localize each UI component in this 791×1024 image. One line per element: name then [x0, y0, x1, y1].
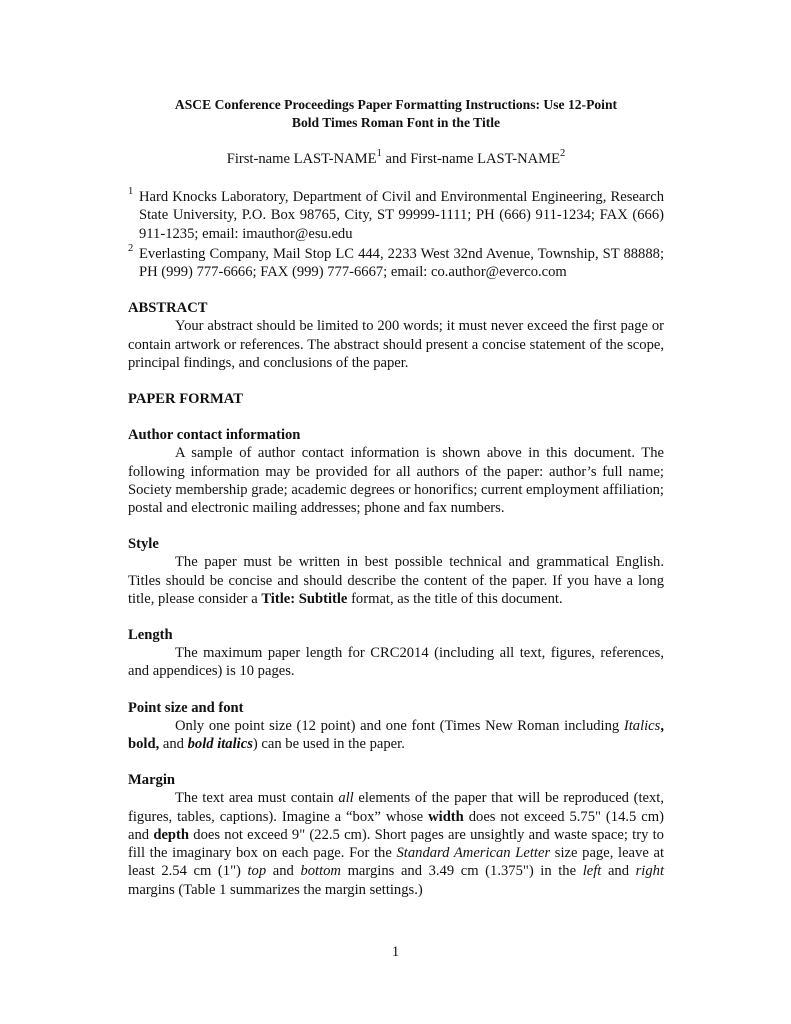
title-line-2: Bold Times Roman Font in the Title	[291, 115, 501, 130]
affiliation-2	[128, 242, 664, 281]
document-page	[128, 96, 664, 899]
affiliation-1-text: Hard Knocks Laboratory, Department of Civil and Environmental Engineering, Research State University, P.O. Box 98765, City, ST 99999-1111; PH (666) 911-1234; FAX (666) 911-1235; email: imauthor@esu.edu	[139, 189, 664, 242]
point-size-italics: Italics	[623, 717, 661, 734]
margin-part5: size page, leave at least 2.54 cm (1")	[128, 845, 664, 880]
point-size-text	[128, 717, 664, 753]
paper-format-heading: PAPER FORMAT	[128, 391, 243, 408]
point-size-sep1: ,	[660, 717, 664, 734]
margin-standard-letter: Standard American Letter	[396, 845, 551, 862]
author-contact-heading: Author contact information	[128, 427, 301, 444]
style-title-subtitle: Title: Subtitle	[261, 590, 348, 607]
point-size-sep2: and	[159, 736, 188, 753]
author-1-superscript: 1	[376, 148, 382, 159]
margin-part2: elements of the paper that will be reproduced (text, figures, tables, captions). Imagine a “box” whose	[128, 790, 664, 825]
abstract-text: Your abstract should be limited to 200 words; it must never exceed the first page or contain artwork or references. The abstract should present a concise statement of the scope, principal findings, and conclusions of the paper.	[128, 318, 664, 371]
margin-part4: does not exceed 9" (22.5 cm). Short pages are unsightly and waste space; try to fill the imaginary box on each page. For the	[128, 826, 664, 862]
margin-bottom-word: bottom	[300, 863, 341, 880]
margin-part3: does not exceed 5.75" (14.5 cm) and	[128, 808, 664, 843]
point-size-bold: bold,	[128, 736, 160, 753]
point-size-bold-italics: bold italics	[187, 736, 253, 753]
margin-left-word: left	[582, 863, 602, 880]
author-2-superscript: 2	[560, 148, 566, 159]
margin-part1: The text area must contain	[175, 790, 339, 807]
affiliation-1	[128, 188, 664, 243]
margin-part6: and	[266, 863, 301, 880]
point-size-part1: Only one point size (12 point) and one font (Times New Roman including	[175, 717, 624, 734]
author-line	[128, 150, 664, 168]
margin-right-word: right	[635, 863, 665, 880]
author-contact-text: A sample of author contact information is shown above in this document. The following information may be provided for all authors of the paper: author’s full name; Society membership grade; academic degrees or honorifics; current employment affiliation; postal and electronic mailing addresses; phone and fax numbers.	[128, 445, 664, 517]
margin-all: all	[338, 790, 354, 807]
style-text-part2: format, as the title of this document.	[347, 590, 563, 607]
title-line-1: ASCE Conference Proceedings Paper Formatting Instructions: Use 12-Point	[174, 97, 618, 112]
point-size-heading: Point size and font	[128, 699, 244, 716]
author-1: First-name LAST-NAME	[226, 151, 377, 167]
margin-part7: margins and 3.49 cm (1.375") in the	[340, 863, 583, 880]
length-heading: Length	[128, 627, 173, 644]
affiliation-2-text: Everlasting Company, Mail Stop LC 444, 2233 West 32nd Avenue, Township, ST 88888; PH (999) 777-6666; FAX (999) 777-6667; email: co.author@everco.com	[139, 245, 664, 281]
margin-text	[128, 789, 664, 898]
point-size-part2: ) can be used in the paper.	[252, 736, 405, 753]
margin-top-word: top	[247, 863, 267, 880]
margin-depth: depth	[153, 826, 190, 843]
author-and: and	[381, 151, 411, 167]
paper-title	[128, 96, 664, 132]
margin-width: width	[428, 808, 464, 825]
page-number: 1	[391, 944, 400, 960]
author-2: First-name LAST-NAME	[410, 151, 561, 167]
affiliation-2-number: 2	[128, 242, 134, 254]
style-text-part1: The paper must be written in best possible technical and grammatical English. Titles should be concise and should describe the content of the paper. If you have a long title, please consider a	[128, 554, 664, 607]
margin-heading: Margin	[128, 772, 176, 789]
length-text: The maximum paper length for CRC2014 (including all text, figures, references, and appendices) is 10 pages.	[128, 645, 664, 680]
abstract-heading: ABSTRACT	[128, 300, 208, 317]
style-text	[128, 553, 664, 608]
style-heading: Style	[128, 536, 159, 553]
margin-part8: and	[601, 863, 636, 880]
margin-part9: margins (Table 1 summarizes the margin settings.)	[128, 881, 423, 898]
affiliation-1-number: 1	[128, 186, 134, 198]
